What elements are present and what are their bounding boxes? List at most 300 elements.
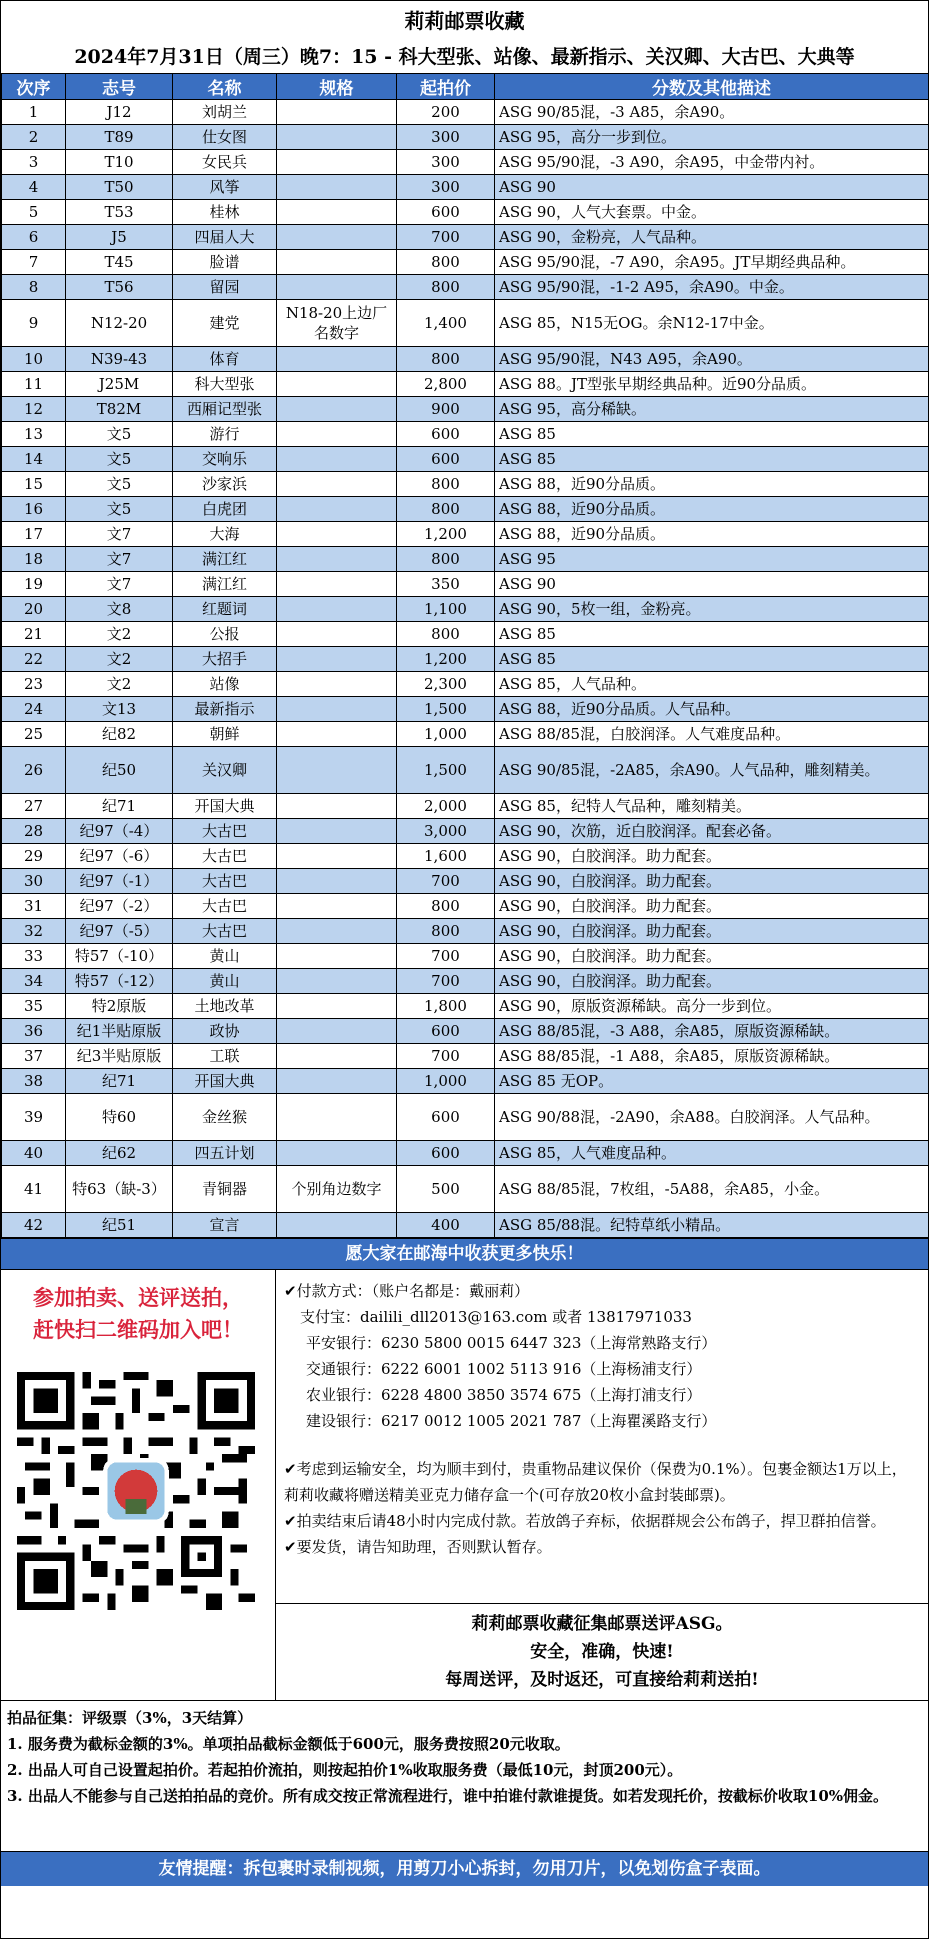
lot-spec <box>277 225 397 250</box>
table-row <box>2 100 929 125</box>
lot-code: 文7 <box>66 522 173 547</box>
lot-spec <box>277 150 397 175</box>
lot-name: 建党 <box>173 300 277 347</box>
lot-code: 特57（-10） <box>66 944 173 969</box>
table-row <box>2 894 929 919</box>
lot-description: ASG 85，人气品种。 <box>495 672 929 697</box>
lot-start-price: 900 <box>397 397 495 422</box>
table-row <box>2 969 929 994</box>
lot-name: 黄山 <box>173 969 277 994</box>
table-row <box>2 1069 929 1094</box>
info-section <box>1 1270 928 1701</box>
col-header-code: 志号 <box>66 74 173 100</box>
lot-description: ASG 90，白胶润泽。助力配套。 <box>495 894 929 919</box>
lot-description: ASG 90/85混，-3 A85，余A90。 <box>495 100 929 125</box>
table-row <box>2 522 929 547</box>
lot-name: 大古巴 <box>173 869 277 894</box>
lot-code: 文13 <box>66 697 173 722</box>
lot-name: 白虎团 <box>173 497 277 522</box>
lot-index: 20 <box>2 597 66 622</box>
lot-start-price: 600 <box>397 422 495 447</box>
lot-name: 四五计划 <box>173 1141 277 1166</box>
lot-start-price: 800 <box>397 347 495 372</box>
table-row <box>2 225 929 250</box>
lot-code: 特60 <box>66 1094 173 1141</box>
lot-index: 21 <box>2 622 66 647</box>
lot-start-price: 800 <box>397 894 495 919</box>
lot-start-price: 300 <box>397 150 495 175</box>
consign-heading: 拍品征集：评级票（3%，3天结算） <box>7 1709 253 1727</box>
lot-name: 大古巴 <box>173 894 277 919</box>
lot-description: ASG 90/88混，-2A90，余A88。白胶润泽。人气品种。 <box>495 1094 929 1141</box>
lot-description: ASG 85 <box>495 447 929 472</box>
lot-code: 纪62 <box>66 1141 173 1166</box>
lot-name: 满江红 <box>173 572 277 597</box>
bank-account-ccb: 建设银行：6217 0012 1005 2021 787（上海瞿溪路支行） <box>306 1412 717 1430</box>
lot-index: 35 <box>2 994 66 1019</box>
table-row <box>2 200 929 225</box>
lot-description: ASG 90 <box>495 175 929 200</box>
lot-spec <box>277 944 397 969</box>
table-row <box>2 1166 929 1213</box>
lot-index: 12 <box>2 397 66 422</box>
lot-name: 黄山 <box>173 944 277 969</box>
lot-code: T56 <box>66 275 173 300</box>
lot-index: 41 <box>2 1166 66 1213</box>
lot-description: ASG 85 无OP。 <box>495 1069 929 1094</box>
lot-code: 纪97（-4） <box>66 819 173 844</box>
lot-name: 科大型张 <box>173 372 277 397</box>
lot-spec <box>277 447 397 472</box>
qr-code-icon[interactable] <box>17 1372 255 1610</box>
lot-description: ASG 88/85混，白胶润泽。人气难度品种。 <box>495 722 929 747</box>
lot-name: 游行 <box>173 422 277 447</box>
lot-spec <box>277 747 397 794</box>
lot-index: 36 <box>2 1019 66 1044</box>
lot-spec <box>277 647 397 672</box>
lot-index: 8 <box>2 275 66 300</box>
table-row <box>2 844 929 869</box>
lot-start-price: 350 <box>397 572 495 597</box>
solicit-box <box>276 1603 928 1700</box>
lot-index: 24 <box>2 697 66 722</box>
lot-spec <box>277 422 397 447</box>
lot-code: 纪97（-2） <box>66 894 173 919</box>
lot-code: T50 <box>66 175 173 200</box>
lot-index: 42 <box>2 1213 66 1238</box>
lot-description: ASG 90，次筋，近白胶润泽。配套必备。 <box>495 819 929 844</box>
lot-description: ASG 90，白胶润泽。助力配套。 <box>495 969 929 994</box>
lot-index: 7 <box>2 250 66 275</box>
consign-item-1: 1. 服务费为截标金额的3%。单项拍品截标金额低于600元，服务费按照20元收取。 <box>7 1735 570 1753</box>
bank-account-bocom: 交通银行：6222 6001 1002 5113 916（上海杨浦支行） <box>306 1360 702 1378</box>
lot-description: ASG 85/88混。纪特草纸小精品。 <box>495 1213 929 1238</box>
lot-code: J5 <box>66 225 173 250</box>
lot-spec <box>277 722 397 747</box>
lot-name: 大海 <box>173 522 277 547</box>
page-subtitle: 2024年7月31日（周三）晚7：15 - 科大型张、站像、最新指示、关汉卿、大古巴、大典等 <box>74 46 855 68</box>
lot-start-price: 500 <box>397 1166 495 1213</box>
lot-description: ASG 88，近90分品质。人气品种。 <box>495 697 929 722</box>
lot-description: ASG 90，白胶润泽。助力配套。 <box>495 869 929 894</box>
table-row <box>2 275 929 300</box>
lot-start-price: 800 <box>397 547 495 572</box>
lot-start-price: 600 <box>397 1094 495 1141</box>
consign-item-3: 3. 出品人不能参与自己送拍拍品的竞价。所有成交按正常流程进行，谁中拍谁付款谁提货。如若发现托价，按截标价收取10%佣金。 <box>7 1787 889 1805</box>
payment-heading: ✔付款方式：（账户名都是：戴丽莉） <box>284 1282 530 1300</box>
lot-spec <box>277 894 397 919</box>
lot-code: T10 <box>66 150 173 175</box>
lot-spec <box>277 547 397 572</box>
table-header-row <box>2 74 929 100</box>
lot-index: 32 <box>2 919 66 944</box>
lot-index: 26 <box>2 747 66 794</box>
lot-spec <box>277 794 397 819</box>
col-header-name: 名称 <box>173 74 277 100</box>
table-row <box>2 447 929 472</box>
table-row <box>2 347 929 372</box>
consign-item-2: 2. 出品人可自己设置起拍价。若起拍价流拍，则按起拍价1%收取服务费（最低10元，封顶200元）。 <box>7 1761 683 1779</box>
lot-start-price: 1,100 <box>397 597 495 622</box>
lot-start-price: 1,200 <box>397 647 495 672</box>
lot-description: ASG 95，高分一步到位。 <box>495 125 929 150</box>
table-row <box>2 672 929 697</box>
lot-description: ASG 85 <box>495 622 929 647</box>
table-row <box>2 372 929 397</box>
lot-spec <box>277 372 397 397</box>
lot-start-price: 1,500 <box>397 747 495 794</box>
lot-code: T45 <box>66 250 173 275</box>
lot-code: 文5 <box>66 422 173 447</box>
table-row <box>2 819 929 844</box>
lot-index: 6 <box>2 225 66 250</box>
lot-code: 纪97（-5） <box>66 919 173 944</box>
lot-index: 19 <box>2 572 66 597</box>
table-row <box>2 994 929 1019</box>
alipay-account: 支付宝：dailili_dll2013@163.com 或者 13817971033 <box>300 1308 692 1326</box>
table-row <box>2 572 929 597</box>
lot-index: 18 <box>2 547 66 572</box>
lot-description: ASG 95/90混，N43 A95，余A90。 <box>495 347 929 372</box>
lot-name: 红题词 <box>173 597 277 622</box>
lot-name: 青铜器 <box>173 1166 277 1213</box>
lot-description: ASG 88/85混，-3 A88，余A85，原版资源稀缺。 <box>495 1019 929 1044</box>
lot-name: 工联 <box>173 1044 277 1069</box>
lot-index: 5 <box>2 200 66 225</box>
lot-description: ASG 90，金粉亮，人气品种。 <box>495 225 929 250</box>
lot-code: 纪97（-6） <box>66 844 173 869</box>
lot-description: ASG 90，人气大套票。中金。 <box>495 200 929 225</box>
lot-description: ASG 88，近90分品质。 <box>495 472 929 497</box>
lot-code: J25M <box>66 372 173 397</box>
lot-start-price: 800 <box>397 497 495 522</box>
lot-code: 特57（-12） <box>66 969 173 994</box>
lot-start-price: 400 <box>397 1213 495 1238</box>
lot-start-price: 3,000 <box>397 819 495 844</box>
lot-start-price: 200 <box>397 100 495 125</box>
lot-name: 开国大典 <box>173 794 277 819</box>
table-row <box>2 397 929 422</box>
lot-table-body <box>2 100 929 1238</box>
lot-spec <box>277 522 397 547</box>
lot-start-price: 1,000 <box>397 1069 495 1094</box>
lot-code: 文7 <box>66 572 173 597</box>
solicit-line-1: 莉莉邮票收藏征集邮票送评ASG。 <box>471 1614 733 1634</box>
table-row <box>2 250 929 275</box>
lot-index: 29 <box>2 844 66 869</box>
lot-code: 文2 <box>66 647 173 672</box>
promo-line-2: 赶快扫二维码加入吧！ <box>33 1317 243 1342</box>
lot-index: 10 <box>2 347 66 372</box>
lot-description: ASG 88。JT型张早期经典品种。近90分品质。 <box>495 372 929 397</box>
lot-spec <box>277 125 397 150</box>
lot-index: 22 <box>2 647 66 672</box>
lot-start-price: 700 <box>397 225 495 250</box>
lot-code: 文5 <box>66 497 173 522</box>
lot-spec <box>277 597 397 622</box>
lot-spec <box>277 1019 397 1044</box>
lot-name: 留园 <box>173 275 277 300</box>
lot-name: 金丝猴 <box>173 1094 277 1141</box>
lot-description: ASG 85，纪特人气品种，雕刻精美。 <box>495 794 929 819</box>
lot-index: 39 <box>2 1094 66 1141</box>
lot-name: 公报 <box>173 622 277 647</box>
table-row <box>2 697 929 722</box>
lot-start-price: 700 <box>397 969 495 994</box>
lot-name: 大古巴 <box>173 819 277 844</box>
lot-spec <box>277 200 397 225</box>
lot-code: 文5 <box>66 447 173 472</box>
lot-spec <box>277 994 397 1019</box>
lot-spec <box>277 1044 397 1069</box>
lot-index: 25 <box>2 722 66 747</box>
lot-name: 满江红 <box>173 547 277 572</box>
col-header-price: 起拍价 <box>397 74 495 100</box>
lot-spec: N18-20上边厂名数字 <box>277 300 397 347</box>
lot-spec <box>277 100 397 125</box>
lot-index: 28 <box>2 819 66 844</box>
lot-description: ASG 88，近90分品质。 <box>495 497 929 522</box>
lot-code: 纪82 <box>66 722 173 747</box>
lot-index: 33 <box>2 944 66 969</box>
lot-name: 关汉卿 <box>173 747 277 794</box>
lot-index: 27 <box>2 794 66 819</box>
lot-spec <box>277 819 397 844</box>
lot-description: ASG 85，人气难度品种。 <box>495 1141 929 1166</box>
lot-description: ASG 90，白胶润泽。助力配套。 <box>495 944 929 969</box>
lot-start-price: 1,800 <box>397 994 495 1019</box>
lot-spec <box>277 250 397 275</box>
lot-index: 11 <box>2 372 66 397</box>
lot-code: 特2原版 <box>66 994 173 1019</box>
col-header-spec: 规格 <box>277 74 397 100</box>
table-row <box>2 794 929 819</box>
wish-banner: 愿大家在邮海中收获更多快乐！ <box>1 1238 928 1270</box>
consignment-terms <box>1 1701 928 1851</box>
lot-start-price: 800 <box>397 250 495 275</box>
table-row <box>2 622 929 647</box>
lot-code: 纪71 <box>66 794 173 819</box>
lot-name: 朝鲜 <box>173 722 277 747</box>
lot-name: 站像 <box>173 672 277 697</box>
table-row <box>2 175 929 200</box>
table-row <box>2 497 929 522</box>
note-shipping: ✔考虑到运输安全，均为顺丰到付，贵重物品建议保价（保费为0.1%）。包裹金额达1万以上，莉莉收藏将赠送精美亚克力储存盒一个(可存放20枚小盒封装邮票)。 <box>284 1460 907 1504</box>
lot-name: 大古巴 <box>173 919 277 944</box>
lot-code: N12-20 <box>66 300 173 347</box>
note-payment-deadline: ✔拍卖结束后请48小时内完成付款。若放鸽子弃标，依据群规会公布鸽子，捍卫群拍信誉。 <box>284 1512 886 1530</box>
lot-index: 16 <box>2 497 66 522</box>
lot-name: 脸谱 <box>173 250 277 275</box>
col-header-desc: 分数及其他描述 <box>495 74 929 100</box>
lot-code: T89 <box>66 125 173 150</box>
lot-index: 14 <box>2 447 66 472</box>
table-row <box>2 919 929 944</box>
lot-spec <box>277 572 397 597</box>
solicit-line-2: 安全，准确，快速! <box>530 1642 674 1662</box>
lot-start-price: 600 <box>397 1141 495 1166</box>
lot-name: 开国大典 <box>173 1069 277 1094</box>
lot-code: 纪50 <box>66 747 173 794</box>
table-row <box>2 300 929 347</box>
lot-spec <box>277 347 397 372</box>
lot-code: 纪51 <box>66 1213 173 1238</box>
lot-index: 1 <box>2 100 66 125</box>
lot-start-price: 2,800 <box>397 372 495 397</box>
lot-name: 桂林 <box>173 200 277 225</box>
lot-description: ASG 95，高分稀缺。 <box>495 397 929 422</box>
lot-description: ASG 90，白胶润泽。助力配套。 <box>495 919 929 944</box>
lot-start-price: 300 <box>397 125 495 150</box>
table-row <box>2 150 929 175</box>
lot-description: ASG 90，5枚一组，金粉亮。 <box>495 597 929 622</box>
lot-index: 30 <box>2 869 66 894</box>
lot-index: 9 <box>2 300 66 347</box>
lot-name: 西厢记型张 <box>173 397 277 422</box>
lot-spec <box>277 869 397 894</box>
lot-spec <box>277 672 397 697</box>
lot-start-price: 700 <box>397 944 495 969</box>
lot-spec <box>277 697 397 722</box>
lot-code: 纪1半贴原版 <box>66 1019 173 1044</box>
lot-start-price: 600 <box>397 1019 495 1044</box>
lot-start-price: 1,200 <box>397 522 495 547</box>
lot-name: 女民兵 <box>173 150 277 175</box>
col-header-index: 次序 <box>2 74 66 100</box>
lot-description: ASG 88，近90分品质。 <box>495 522 929 547</box>
payment-panel <box>276 1270 928 1700</box>
lot-description: ASG 90，白胶润泽。助力配套。 <box>495 844 929 869</box>
lot-index: 23 <box>2 672 66 697</box>
lot-name: 交响乐 <box>173 447 277 472</box>
table-row <box>2 944 929 969</box>
lot-start-price: 700 <box>397 1044 495 1069</box>
lot-spec: 个别角边数字 <box>277 1166 397 1213</box>
lot-description: ASG 88/85混，-1 A88，余A85，原版资源稀缺。 <box>495 1044 929 1069</box>
table-row <box>2 472 929 497</box>
lot-start-price: 1,500 <box>397 697 495 722</box>
table-row <box>2 722 929 747</box>
lot-start-price: 1,600 <box>397 844 495 869</box>
table-row <box>2 597 929 622</box>
lot-index: 13 <box>2 422 66 447</box>
lot-description: ASG 88/85混，7枚组，-5A88，余A85，小金。 <box>495 1166 929 1213</box>
lot-start-price: 700 <box>397 869 495 894</box>
lot-start-price: 800 <box>397 919 495 944</box>
lot-code: 文2 <box>66 672 173 697</box>
table-row <box>2 125 929 150</box>
reminder-banner: 友情提醒：拆包裹时录制视频，用剪刀小心拆封，勿用刀片，以免划伤盒子表面。 <box>1 1851 928 1886</box>
lot-spec <box>277 1069 397 1094</box>
lot-description: ASG 95/90混，-1-2 A95，余A90。中金。 <box>495 275 929 300</box>
page-title: 莉莉邮票收藏 <box>404 9 525 33</box>
lot-name: 宣言 <box>173 1213 277 1238</box>
table-row <box>2 547 929 572</box>
lot-start-price: 800 <box>397 622 495 647</box>
lot-description: ASG 95 <box>495 547 929 572</box>
lot-index: 15 <box>2 472 66 497</box>
table-row <box>2 422 929 447</box>
lot-name: 土地改革 <box>173 994 277 1019</box>
lot-index: 37 <box>2 1044 66 1069</box>
lot-spec <box>277 472 397 497</box>
lot-name: 风筝 <box>173 175 277 200</box>
lot-name: 大古巴 <box>173 844 277 869</box>
lot-start-price: 300 <box>397 175 495 200</box>
lot-start-price: 1,400 <box>397 300 495 347</box>
lot-name: 大招手 <box>173 647 277 672</box>
lot-description: ASG 90，原版资源稀缺。高分一步到位。 <box>495 994 929 1019</box>
lot-start-price: 800 <box>397 275 495 300</box>
lot-code: 文2 <box>66 622 173 647</box>
lot-description: ASG 85 <box>495 647 929 672</box>
lot-start-price: 2,300 <box>397 672 495 697</box>
lot-spec <box>277 622 397 647</box>
lot-index: 34 <box>2 969 66 994</box>
lot-spec <box>277 175 397 200</box>
lot-code: J12 <box>66 100 173 125</box>
lot-index: 4 <box>2 175 66 200</box>
promo-text <box>1 1282 275 1346</box>
shipping-notes <box>276 1448 928 1560</box>
lot-name: 政协 <box>173 1019 277 1044</box>
lot-code: 文8 <box>66 597 173 622</box>
table-row <box>2 647 929 672</box>
lot-name: 体育 <box>173 347 277 372</box>
lot-spec <box>277 969 397 994</box>
lot-start-price: 600 <box>397 200 495 225</box>
lot-code: 文7 <box>66 547 173 572</box>
bank-account-abc: 农业银行：6228 4800 3850 3574 675（上海打浦支行） <box>306 1386 702 1404</box>
lot-spec <box>277 919 397 944</box>
table-row <box>2 1044 929 1069</box>
lot-table <box>1 73 929 1238</box>
table-row <box>2 1141 929 1166</box>
lot-spec <box>277 844 397 869</box>
lot-description: ASG 85 <box>495 422 929 447</box>
solicit-line-3: 每周送评，及时返还，可直接给莉莉送拍! <box>445 1670 759 1690</box>
lot-description: ASG 95/90混，-7 A90，余A95。JT早期经典品种。 <box>495 250 929 275</box>
lot-description: ASG 95/90混，-3 A90，余A95，中金带内衬。 <box>495 150 929 175</box>
lot-code: 文5 <box>66 472 173 497</box>
lot-index: 38 <box>2 1069 66 1094</box>
lot-spec <box>277 275 397 300</box>
lot-code: N39-43 <box>66 347 173 372</box>
lot-index: 2 <box>2 125 66 150</box>
table-row <box>2 747 929 794</box>
promo-panel <box>1 1270 276 1700</box>
lot-start-price: 2,000 <box>397 794 495 819</box>
